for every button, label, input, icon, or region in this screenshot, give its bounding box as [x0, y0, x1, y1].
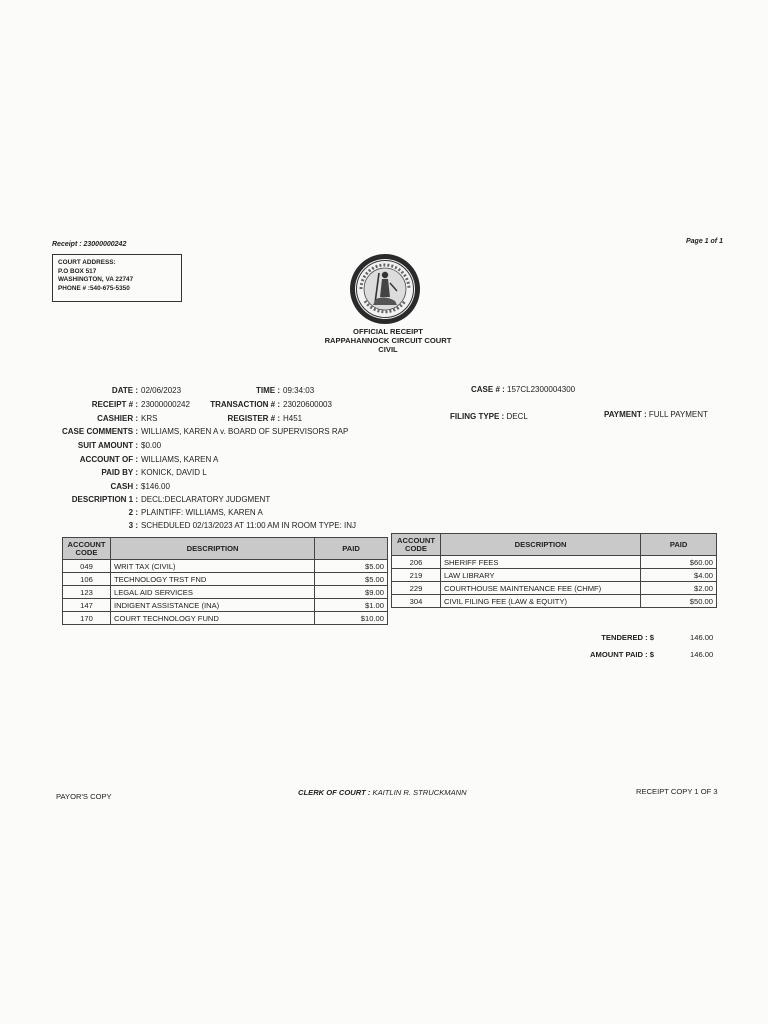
table-row — [63, 573, 388, 586]
description3-value: SCHEDULED 02/13/2023 AT 11:00 AM IN ROOM TYPE: INJ — [141, 521, 357, 530]
table-row — [63, 560, 388, 573]
payors-copy-label: PAYOR'S COPY — [56, 792, 112, 801]
account-of-value: WILLIAMS, KAREN A — [141, 455, 219, 464]
date-value: 02/06/2023 — [141, 386, 182, 395]
account-code-cell: 206 — [392, 556, 441, 569]
case-comments-label: CASE COMMENTS : — [62, 427, 138, 436]
paid-cell: $9.00 — [315, 586, 388, 599]
table-row — [392, 556, 717, 569]
amount-paid-value: 146.00 — [690, 650, 714, 659]
court-address-box — [52, 254, 182, 302]
description-cell: SHERIFF FEES — [440, 556, 640, 569]
court-address-heading: COURT ADDRESS: — [58, 259, 116, 266]
tendered-label: TENDERED : $ — [601, 633, 654, 642]
description3-label: 3 : — [128, 521, 138, 530]
account-code-cell: 170 — [63, 612, 111, 625]
receipt-title — [288, 327, 488, 354]
case-number-value: 157CL2300004300 — [507, 385, 576, 394]
time-value: 09:34:03 — [283, 386, 315, 395]
fee-table-header-row — [392, 534, 717, 556]
description-cell: CIVIL FILING FEE (LAW & EQUITY) — [440, 595, 640, 608]
receipt-copy-label: RECEIPT COPY 1 OF 3 — [636, 787, 718, 796]
paid-cell: $1.00 — [315, 599, 388, 612]
account-code-header — [63, 538, 111, 560]
title-official-receipt: OFFICIAL RECEIPT — [353, 327, 423, 336]
suit-amount-value: $0.00 — [141, 441, 162, 450]
account-code-header-line1: ACCOUNT — [397, 535, 435, 545]
paid-by-value: KONICK, DAVID L — [141, 468, 207, 477]
account-code-cell: 123 — [63, 586, 111, 599]
account-code-header-line1: ACCOUNT — [67, 539, 106, 549]
filing-type-field — [450, 412, 528, 421]
transaction-label: TRANSACTION # : — [210, 400, 280, 409]
clerk-of-court — [298, 788, 467, 797]
account-code-header — [392, 534, 441, 556]
description-header: DESCRIPTION — [440, 534, 640, 556]
case-number-label: CASE # : — [471, 385, 505, 394]
cashier-label: CASHIER : — [97, 414, 138, 423]
receipt-label: RECEIPT # : — [91, 400, 138, 409]
clerk-name: KAITLIN R. STRUCKMANN — [372, 788, 467, 797]
paid-header: PAID — [641, 534, 717, 556]
description1-label: DESCRIPTION 1 : — [71, 495, 138, 504]
table-row — [63, 599, 388, 612]
description-header: DESCRIPTION — [110, 538, 314, 560]
receipt-value: 23000000242 — [141, 400, 190, 409]
clerk-label: CLERK OF COURT : — [298, 788, 371, 797]
case-number-field — [471, 385, 575, 394]
amount-paid-label: AMOUNT PAID : $ — [590, 650, 654, 659]
filing-type-value: DECL — [506, 412, 528, 421]
account-code-cell: 304 — [392, 595, 441, 608]
account-code-header-line2: CODE — [75, 547, 98, 557]
transaction-value: 23020600003 — [283, 400, 332, 409]
title-court-name: RAPPAHANNOCK CIRCUIT COURT — [324, 336, 452, 345]
account-code-header-line2: CODE — [405, 543, 427, 553]
page-indicator: Page 1 of 1 — [686, 238, 723, 245]
account-code-cell: 049 — [63, 560, 111, 573]
tendered-value: 146.00 — [690, 633, 714, 642]
fee-table-left — [62, 537, 388, 625]
description-cell: LAW LIBRARY — [440, 569, 640, 582]
description-cell: COURTHOUSE MAINTENANCE FEE (CHMF) — [440, 582, 640, 595]
cash-value: $146.00 — [141, 482, 170, 491]
table-row — [63, 586, 388, 599]
case-comments-value: WILLIAMS, KAREN A v. BOARD OF SUPERVISORS RAP — [141, 427, 349, 436]
receipt-number-header: Receipt : 23000000242 — [52, 241, 127, 248]
cashier-value: KRS — [141, 414, 158, 423]
virginia-seal-icon — [349, 253, 421, 330]
payment-label: PAYMENT : — [604, 410, 647, 419]
court-address-pobox: P.O BOX 517 — [58, 267, 97, 275]
description-cell: COURT TECHNOLOGY FUND — [110, 612, 314, 625]
court-address-phone: PHONE # :540-675-5350 — [58, 284, 130, 292]
filing-type-label: FILING TYPE : — [450, 412, 505, 421]
account-code-cell: 147 — [63, 599, 111, 612]
register-label: REGISTER # : — [227, 414, 280, 423]
paid-header: PAID — [315, 538, 388, 560]
paid-cell: $10.00 — [315, 612, 388, 625]
register-value: H451 — [283, 414, 303, 423]
paid-by-label: PAID BY : — [101, 468, 138, 477]
account-code-cell: 219 — [392, 569, 441, 582]
cash-label: CASH : — [110, 482, 138, 491]
description2-label: 2 : — [128, 508, 138, 517]
payment-value: FULL PAYMENT — [648, 410, 708, 419]
description-cell: TECHNOLOGY TRST FND — [110, 573, 314, 586]
paid-cell: $4.00 — [641, 569, 717, 582]
paid-cell: $50.00 — [641, 595, 717, 608]
description-cell: WRIT TAX (CIVIL) — [110, 560, 314, 573]
paid-cell: $2.00 — [641, 582, 717, 595]
description1-value: DECL:DECLARATORY JUDGMENT — [141, 495, 271, 504]
description2-value: PLAINTIFF: WILLIAMS, KAREN A — [141, 508, 263, 517]
payment-field — [604, 410, 708, 419]
account-of-label: ACCOUNT OF : — [79, 455, 138, 464]
description-cell: LEGAL AID SERVICES — [110, 586, 314, 599]
table-row — [392, 582, 717, 595]
table-row — [392, 569, 717, 582]
fee-table-header-row — [63, 538, 388, 560]
suit-amount-label: SUIT AMOUNT : — [77, 441, 138, 450]
account-code-cell: 229 — [392, 582, 441, 595]
account-code-cell: 106 — [63, 573, 111, 586]
paid-cell: $60.00 — [641, 556, 717, 569]
table-row — [63, 612, 388, 625]
description-cell: INDIGENT ASSISTANCE (INA) — [110, 599, 314, 612]
fee-table-right — [391, 533, 717, 608]
table-row — [392, 595, 717, 608]
paid-cell: $5.00 — [315, 560, 388, 573]
date-label: DATE : — [111, 386, 138, 395]
paid-cell: $5.00 — [315, 573, 388, 586]
time-label: TIME : — [256, 386, 280, 395]
title-division: CIVIL — [378, 345, 398, 354]
court-address-city: WASHINGTON, VA 22747 — [58, 276, 134, 284]
